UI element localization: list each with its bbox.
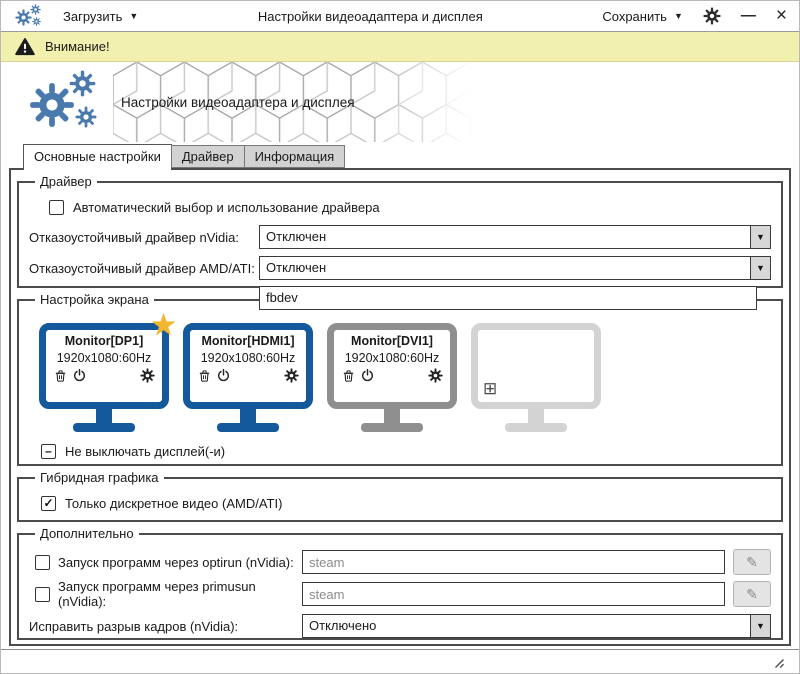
- monitor-row: [39, 309, 771, 432]
- screen-group: [17, 292, 783, 466]
- save-menu-label: Сохранить: [602, 8, 667, 24]
- monitor-resolution: 1920x1080:60Hz: [56, 351, 152, 365]
- load-menu-label: Загрузить: [63, 8, 123, 24]
- tab-info[interactable]: Информация: [244, 145, 346, 168]
- monitor-stand: [528, 409, 544, 423]
- tab-driver[interactable]: Драйвер: [171, 145, 245, 168]
- driver-group-legend: Драйвер: [40, 174, 92, 189]
- nvidia-failsafe-value: Отключен: [266, 229, 327, 244]
- monitor-card-dp1[interactable]: [39, 309, 177, 432]
- chevron-down-icon: ▼: [129, 11, 139, 21]
- monitor-settings-icon[interactable]: [428, 368, 443, 383]
- pencil-icon: ✎: [746, 553, 758, 570]
- monitor-stand: [240, 409, 256, 423]
- nvidia-failsafe-select[interactable]: [259, 225, 771, 249]
- dropdown-option-fbdev[interactable]: fbdev: [260, 287, 756, 309]
- primusun-edit-button[interactable]: [733, 581, 771, 607]
- monitor-base: [73, 423, 135, 432]
- primusun-input[interactable]: [302, 582, 725, 606]
- amd-failsafe-select[interactable]: [259, 256, 771, 280]
- pencil-icon: ✎: [746, 585, 758, 602]
- amd-failsafe-value: Отключен: [266, 260, 327, 275]
- monitor-name: Monitor[DP1]: [64, 334, 144, 348]
- page-title: Настройки видеоадаптера и дисплея: [121, 95, 355, 110]
- power-icon[interactable]: [72, 368, 87, 383]
- discrete-only-label: Только дискретное видео (AMD/ATI): [65, 495, 283, 511]
- monitor-stand: [384, 409, 400, 423]
- optirun-edit-button[interactable]: [733, 549, 771, 575]
- optirun-label: Запуск программ через optirun (nVidia):: [58, 554, 294, 570]
- tab-main-settings[interactable]: Основные настройки: [23, 144, 172, 170]
- tearing-select[interactable]: [302, 614, 771, 638]
- hybrid-group: [17, 470, 783, 522]
- warning-text: Внимание!: [45, 39, 110, 54]
- add-monitor-icon[interactable]: ⊞: [483, 379, 498, 398]
- monitor-name: Monitor[HDMI1]: [201, 334, 295, 348]
- keep-display-on-label: Не выключать дисплей(-и): [65, 443, 226, 459]
- warning-triangle-icon: [15, 37, 35, 57]
- delete-monitor-icon[interactable]: [197, 368, 212, 383]
- discrete-only-checkbox[interactable]: ✓: [41, 496, 56, 511]
- keep-display-on-checkbox[interactable]: –: [41, 444, 56, 459]
- monitor-resolution: 1920x1080:60Hz: [200, 351, 296, 365]
- save-menu-button[interactable]: [602, 9, 683, 24]
- monitor-card-dvi1[interactable]: [327, 323, 457, 432]
- monitor-base: [361, 423, 423, 432]
- monitor-name: Monitor[DVI1]: [351, 334, 433, 348]
- amd-failsafe-dropdown: [259, 286, 757, 310]
- monitor-resolution: 1920x1080:60Hz: [344, 351, 440, 365]
- tearing-label: Исправить разрыв кадров (nVidia):: [29, 618, 239, 634]
- warning-banner: [1, 32, 799, 62]
- delete-monitor-icon[interactable]: [53, 368, 68, 383]
- delete-monitor-icon[interactable]: [341, 368, 356, 383]
- extra-group-legend: Дополнительно: [40, 526, 134, 541]
- amd-failsafe-label: Отказоустойчивый драйвер AMD/ATI:: [29, 260, 255, 276]
- tab-bar: [1, 142, 799, 168]
- app-gears-icon: [15, 3, 45, 29]
- monitor-card-hdmi1[interactable]: [183, 323, 313, 432]
- main-panel: [9, 168, 791, 646]
- load-menu-button[interactable]: [63, 9, 138, 24]
- status-bar: [1, 649, 799, 674]
- settings-gear-icon[interactable]: [703, 7, 721, 25]
- monitor-base: [505, 423, 567, 432]
- monitor-base: [217, 423, 279, 432]
- primusun-label: Запуск программ через primusun (nVidia):: [58, 579, 256, 609]
- monitor-settings-icon[interactable]: [140, 368, 155, 383]
- auto-driver-checkbox[interactable]: [49, 200, 64, 215]
- power-icon[interactable]: [216, 368, 231, 383]
- monitor-card-add[interactable]: [471, 323, 601, 432]
- page-header: [1, 62, 799, 142]
- optirun-input[interactable]: [302, 550, 725, 574]
- auto-driver-label: Автоматический выбор и использование драйвера: [73, 199, 380, 215]
- app-gears-logo: [27, 68, 117, 138]
- chevron-down-icon[interactable]: ▼: [750, 257, 770, 279]
- title-bar: [1, 1, 799, 32]
- primusun-checkbox[interactable]: [35, 587, 50, 602]
- minimize-button[interactable]: —: [740, 7, 756, 24]
- chevron-down-icon[interactable]: ▼: [750, 615, 770, 637]
- monitor-settings-icon[interactable]: [284, 368, 299, 383]
- optirun-checkbox[interactable]: [35, 555, 50, 570]
- close-button[interactable]: ×: [775, 5, 787, 26]
- chevron-down-icon: ▼: [673, 11, 683, 21]
- power-icon[interactable]: [360, 368, 375, 383]
- screen-group-legend: Настройка экрана: [40, 292, 149, 307]
- monitor-stand: [96, 409, 112, 423]
- hybrid-group-legend: Гибридная графика: [40, 470, 159, 485]
- nvidia-failsafe-label: Отказоустойчивый драйвер nVidia:: [29, 229, 239, 245]
- extra-group: [17, 526, 783, 640]
- window-title: Настройки видеоадаптера и дисплея: [257, 8, 483, 24]
- resize-grip[interactable]: [771, 655, 785, 669]
- chevron-down-icon[interactable]: ▼: [750, 226, 770, 248]
- tearing-value: Отключено: [309, 618, 377, 633]
- primary-star-icon: ★: [150, 309, 177, 342]
